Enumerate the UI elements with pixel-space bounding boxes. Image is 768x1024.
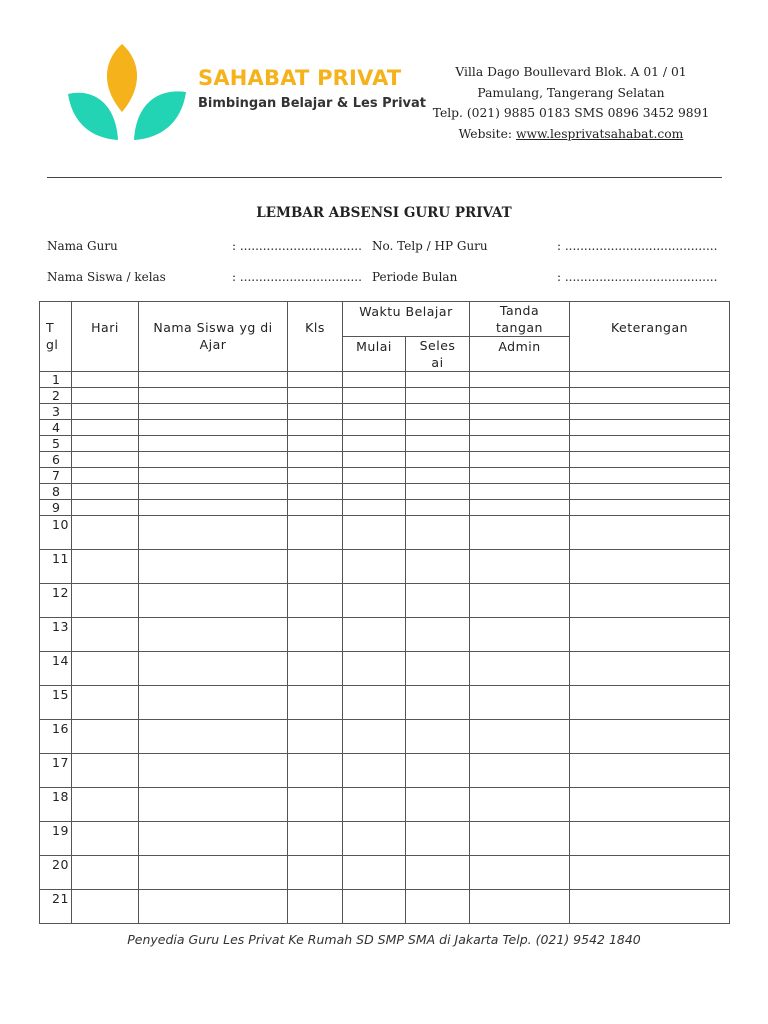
tanda-tangan-cell[interactable] xyxy=(470,436,570,452)
nama-guru-field[interactable]: : ................................ xyxy=(232,239,362,253)
header-admin: Admin xyxy=(470,337,570,372)
table-row xyxy=(40,856,730,890)
tanda-tangan-cell[interactable] xyxy=(470,500,570,516)
nama-siswa-cell[interactable] xyxy=(139,404,288,420)
hari-cell[interactable] xyxy=(72,484,139,500)
nama-siswa-cell[interactable] xyxy=(139,822,288,856)
tanda-tangan-cell[interactable] xyxy=(470,516,570,550)
nama-siswa-cell[interactable] xyxy=(139,686,288,720)
mulai-cell[interactable] xyxy=(343,652,406,686)
hari-cell[interactable] xyxy=(72,388,139,404)
selesai-cell[interactable] xyxy=(406,484,470,500)
address-line-2: Pamulang, Tangerang Selatan xyxy=(477,85,665,100)
hari-cell[interactable] xyxy=(72,372,139,388)
mulai-cell[interactable] xyxy=(343,686,406,720)
row-number: 15 xyxy=(40,686,72,720)
nama-siswa-cell[interactable] xyxy=(139,452,288,468)
kls-cell[interactable] xyxy=(288,436,343,452)
nama-siswa-cell[interactable] xyxy=(139,890,288,924)
selesai-cell[interactable] xyxy=(406,720,470,754)
kls-cell[interactable] xyxy=(288,754,343,788)
telp-guru-field[interactable]: : ........................................ xyxy=(557,239,718,253)
selesai-cell[interactable] xyxy=(406,500,470,516)
mulai-cell[interactable] xyxy=(343,500,406,516)
mulai-cell[interactable] xyxy=(343,484,406,500)
keterangan-cell[interactable] xyxy=(570,584,730,618)
nama-siswa-cell[interactable] xyxy=(139,484,288,500)
hari-cell[interactable] xyxy=(72,516,139,550)
keterangan-cell[interactable] xyxy=(570,436,730,452)
selesai-cell[interactable] xyxy=(406,584,470,618)
header-divider xyxy=(47,177,722,178)
keterangan-cell[interactable] xyxy=(570,618,730,652)
selesai-cell[interactable] xyxy=(406,856,470,890)
selesai-cell[interactable] xyxy=(406,436,470,452)
tanda-tangan-cell[interactable] xyxy=(470,372,570,388)
hari-cell[interactable] xyxy=(72,500,139,516)
hari-cell[interactable] xyxy=(72,720,139,754)
row-number: 19 xyxy=(40,822,72,856)
sahabat-privat-logo-icon xyxy=(66,42,190,142)
kls-cell[interactable] xyxy=(288,618,343,652)
header-tgl: T gl xyxy=(40,302,72,372)
nama-siswa-cell[interactable] xyxy=(139,788,288,822)
tanda-tangan-cell[interactable] xyxy=(470,420,570,436)
mulai-cell[interactable] xyxy=(343,420,406,436)
keterangan-cell[interactable] xyxy=(570,550,730,584)
selesai-cell[interactable] xyxy=(406,890,470,924)
kls-cell[interactable] xyxy=(288,584,343,618)
header-kls: Kls xyxy=(288,302,343,372)
kls-cell[interactable] xyxy=(288,468,343,484)
kls-cell[interactable] xyxy=(288,420,343,436)
nama-siswa-field[interactable]: : ................................ xyxy=(232,270,362,284)
table-row xyxy=(40,890,730,924)
selesai-cell[interactable] xyxy=(406,754,470,788)
row-number: 4 xyxy=(40,420,72,436)
table-row xyxy=(40,788,730,822)
row-number: 1 xyxy=(40,372,72,388)
tanda-tangan-cell[interactable] xyxy=(470,484,570,500)
tanda-tangan-cell[interactable] xyxy=(470,584,570,618)
row-number: 21 xyxy=(40,890,72,924)
header-nama-siswa: Nama Siswa yg di Ajar xyxy=(139,302,288,372)
selesai-cell[interactable] xyxy=(406,372,470,388)
keterangan-cell[interactable] xyxy=(570,516,730,550)
keterangan-cell[interactable] xyxy=(570,388,730,404)
hari-cell[interactable] xyxy=(72,856,139,890)
mulai-cell[interactable] xyxy=(343,372,406,388)
table-row xyxy=(40,500,730,516)
hari-cell[interactable] xyxy=(72,822,139,856)
kls-cell[interactable] xyxy=(288,822,343,856)
hari-cell[interactable] xyxy=(72,452,139,468)
header-tanda-tangan: Tanda tangan xyxy=(470,302,570,337)
row-number: 14 xyxy=(40,652,72,686)
nama-siswa-cell[interactable] xyxy=(139,584,288,618)
selesai-cell[interactable] xyxy=(406,452,470,468)
row-number: 17 xyxy=(40,754,72,788)
row-number: 11 xyxy=(40,550,72,584)
header-waktu-belajar: Waktu Belajar xyxy=(343,302,470,337)
brand-tagline: Bimbingan Belajar & Les Privat xyxy=(198,96,426,111)
row-number: 12 xyxy=(40,584,72,618)
website-label: Website: xyxy=(458,126,513,141)
tanda-tangan-cell[interactable] xyxy=(470,856,570,890)
row-number: 6 xyxy=(40,452,72,468)
address-line-1: Villa Dago Boullevard Blok. A 01 / 01 xyxy=(455,65,687,79)
website-link[interactable]: www.lesprivatsahabat.com xyxy=(515,126,684,141)
table-row xyxy=(40,652,730,686)
table-row xyxy=(40,686,730,720)
nama-siswa-cell[interactable] xyxy=(139,372,288,388)
telp-guru-label: No. Telp / HP Guru xyxy=(372,239,488,253)
table-row xyxy=(40,404,730,420)
document-title: LEMBAR ABSENSI GURU PRIVAT xyxy=(256,205,512,221)
hari-cell[interactable] xyxy=(72,754,139,788)
periode-label: Periode Bulan xyxy=(372,270,458,284)
header-mulai: Mulai xyxy=(343,337,406,372)
keterangan-cell[interactable] xyxy=(570,754,730,788)
table-row xyxy=(40,388,730,404)
tanda-tangan-cell[interactable] xyxy=(470,822,570,856)
kls-cell[interactable] xyxy=(288,372,343,388)
kls-cell[interactable] xyxy=(288,856,343,890)
kls-cell[interactable] xyxy=(288,550,343,584)
nama-siswa-cell[interactable] xyxy=(139,468,288,484)
tanda-tangan-cell[interactable] xyxy=(470,468,570,484)
selesai-cell[interactable] xyxy=(406,516,470,550)
mulai-cell[interactable] xyxy=(343,516,406,550)
tanda-tangan-cell[interactable] xyxy=(470,754,570,788)
kls-cell[interactable] xyxy=(288,686,343,720)
keterangan-cell[interactable] xyxy=(570,468,730,484)
nama-siswa-cell[interactable] xyxy=(139,420,288,436)
nama-siswa-cell[interactable] xyxy=(139,652,288,686)
attendance-rows xyxy=(40,372,730,924)
selesai-cell[interactable] xyxy=(406,420,470,436)
tanda-tangan-cell[interactable] xyxy=(470,686,570,720)
mulai-cell[interactable] xyxy=(343,436,406,452)
nama-siswa-label: Nama Siswa / kelas xyxy=(47,270,166,284)
mulai-cell[interactable] xyxy=(343,452,406,468)
mulai-cell[interactable] xyxy=(343,404,406,420)
row-number: 8 xyxy=(40,484,72,500)
tanda-tangan-cell[interactable] xyxy=(470,550,570,584)
kls-cell[interactable] xyxy=(288,516,343,550)
kls-cell[interactable] xyxy=(288,388,343,404)
kls-cell[interactable] xyxy=(288,652,343,686)
selesai-cell[interactable] xyxy=(406,468,470,484)
table-row xyxy=(40,484,730,500)
row-number: 2 xyxy=(40,388,72,404)
hari-cell[interactable] xyxy=(72,550,139,584)
table-row xyxy=(40,452,730,468)
row-number: 16 xyxy=(40,720,72,754)
kls-cell[interactable] xyxy=(288,500,343,516)
kls-cell[interactable] xyxy=(288,720,343,754)
periode-field[interactable]: : ........................................ xyxy=(557,270,718,284)
selesai-cell[interactable] xyxy=(406,618,470,652)
nama-siswa-cell[interactable] xyxy=(139,500,288,516)
hari-cell[interactable] xyxy=(72,468,139,484)
selesai-cell[interactable] xyxy=(406,686,470,720)
tanda-tangan-cell[interactable] xyxy=(470,652,570,686)
keterangan-cell[interactable] xyxy=(570,788,730,822)
mulai-cell[interactable] xyxy=(343,468,406,484)
selesai-cell[interactable] xyxy=(406,822,470,856)
mulai-cell[interactable] xyxy=(343,720,406,754)
tanda-tangan-cell[interactable] xyxy=(470,890,570,924)
mulai-cell[interactable] xyxy=(343,618,406,652)
keterangan-cell[interactable] xyxy=(570,890,730,924)
table-row xyxy=(40,550,730,584)
table-row xyxy=(40,822,730,856)
mulai-cell[interactable] xyxy=(343,788,406,822)
selesai-cell[interactable] xyxy=(406,388,470,404)
row-number: 3 xyxy=(40,404,72,420)
hari-cell[interactable] xyxy=(72,420,139,436)
hari-cell[interactable] xyxy=(72,686,139,720)
keterangan-cell[interactable] xyxy=(570,420,730,436)
brand-name: SAHABAT PRIVAT xyxy=(198,66,402,90)
table-row xyxy=(40,516,730,550)
nama-siswa-cell[interactable] xyxy=(139,618,288,652)
keterangan-cell[interactable] xyxy=(570,856,730,890)
keterangan-cell[interactable] xyxy=(570,720,730,754)
selesai-cell[interactable] xyxy=(406,404,470,420)
mulai-cell[interactable] xyxy=(343,388,406,404)
keterangan-cell[interactable] xyxy=(570,500,730,516)
nama-siswa-cell[interactable] xyxy=(139,550,288,584)
kls-cell[interactable] xyxy=(288,452,343,468)
row-number: 20 xyxy=(40,856,72,890)
mulai-cell[interactable] xyxy=(343,584,406,618)
nama-siswa-cell[interactable] xyxy=(139,754,288,788)
tanda-tangan-cell[interactable] xyxy=(470,388,570,404)
table-row xyxy=(40,720,730,754)
hari-cell[interactable] xyxy=(72,584,139,618)
hari-cell[interactable] xyxy=(72,404,139,420)
nama-siswa-cell[interactable] xyxy=(139,516,288,550)
nama-siswa-cell[interactable] xyxy=(139,856,288,890)
table-row xyxy=(40,468,730,484)
row-number: 10 xyxy=(40,516,72,550)
mulai-cell[interactable] xyxy=(343,890,406,924)
keterangan-cell[interactable] xyxy=(570,686,730,720)
hari-cell[interactable] xyxy=(72,890,139,924)
row-number: 13 xyxy=(40,618,72,652)
selesai-cell[interactable] xyxy=(406,550,470,584)
mulai-cell[interactable] xyxy=(343,550,406,584)
address-block xyxy=(420,62,722,144)
header-keterangan: Keterangan xyxy=(570,302,730,372)
table-row xyxy=(40,372,730,388)
hari-cell[interactable] xyxy=(72,652,139,686)
keterangan-cell[interactable] xyxy=(570,484,730,500)
tanda-tangan-cell[interactable] xyxy=(470,788,570,822)
kls-cell[interactable] xyxy=(288,890,343,924)
tanda-tangan-cell[interactable] xyxy=(470,720,570,754)
hari-cell[interactable] xyxy=(72,618,139,652)
hari-cell[interactable] xyxy=(72,436,139,452)
keterangan-cell[interactable] xyxy=(570,822,730,856)
keterangan-cell[interactable] xyxy=(570,372,730,388)
nama-guru-label: Nama Guru xyxy=(47,239,118,253)
header-selesai: Seles ai xyxy=(406,337,470,372)
mulai-cell[interactable] xyxy=(343,754,406,788)
table-row xyxy=(40,584,730,618)
hari-cell[interactable] xyxy=(72,788,139,822)
keterangan-cell[interactable] xyxy=(570,404,730,420)
address-website-row xyxy=(420,124,722,145)
mulai-cell[interactable] xyxy=(343,822,406,856)
tanda-tangan-cell[interactable] xyxy=(470,452,570,468)
row-number: 9 xyxy=(40,500,72,516)
nama-siswa-cell[interactable] xyxy=(139,436,288,452)
selesai-cell[interactable] xyxy=(406,652,470,686)
keterangan-cell[interactable] xyxy=(570,652,730,686)
attendance-table xyxy=(39,301,730,924)
row-number: 7 xyxy=(40,468,72,484)
footer-note: Penyedia Guru Les Privat Ke Rumah SD SMP SMA di Jakarta Telp. (021) 9542 1840 xyxy=(127,932,641,947)
kls-cell[interactable] xyxy=(288,788,343,822)
tanda-tangan-cell[interactable] xyxy=(470,404,570,420)
tanda-tangan-cell[interactable] xyxy=(470,618,570,652)
kls-cell[interactable] xyxy=(288,484,343,500)
row-number: 18 xyxy=(40,788,72,822)
nama-siswa-cell[interactable] xyxy=(139,720,288,754)
table-row xyxy=(40,420,730,436)
table-row xyxy=(40,436,730,452)
selesai-cell[interactable] xyxy=(406,788,470,822)
table-row xyxy=(40,618,730,652)
row-number: 5 xyxy=(40,436,72,452)
address-phone: Telp. (021) 9885 0183 SMS 0896 3452 9891 xyxy=(432,106,710,120)
header-hari: Hari xyxy=(72,302,139,372)
table-row xyxy=(40,754,730,788)
kls-cell[interactable] xyxy=(288,404,343,420)
nama-siswa-cell[interactable] xyxy=(139,388,288,404)
keterangan-cell[interactable] xyxy=(570,452,730,468)
mulai-cell[interactable] xyxy=(343,856,406,890)
